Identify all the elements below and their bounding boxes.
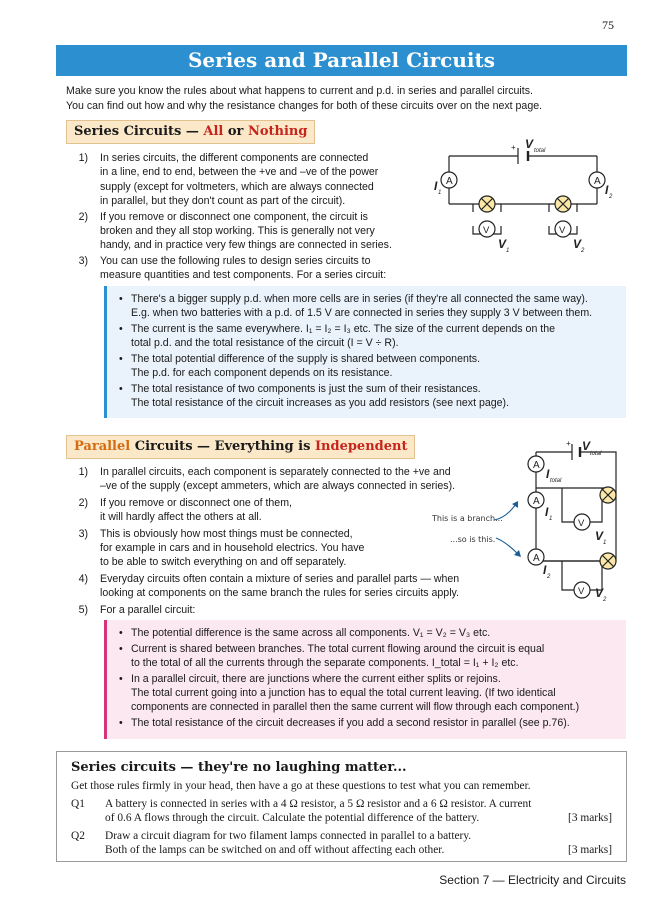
page-number: 75 — [602, 18, 614, 32]
plus-sign: + — [566, 440, 571, 448]
series-points — [66, 151, 426, 283]
voltmeter-label: V — [578, 518, 585, 529]
list-item: 5) For a parallel circuit: — [78, 603, 196, 616]
list-item: • Current is shared between branches. The total current flowing around the circuit is equal to the total of all the currents through the separate components. I_total = I₁ + I₂ etc. — [119, 642, 616, 670]
v1-label: V — [498, 237, 507, 251]
question-2: Q2 Draw a circuit diagram for two filament lamps connected in parallel to a battery. Both of the lamps can be switched on and off without affecting each other. [3 marks] — [71, 830, 612, 856]
list-item: • The total potential difference of the supply is shared between components. The p.d. for each component depends on its resistance. — [119, 352, 616, 380]
v-total-sub: total — [534, 148, 546, 154]
intro-line: Make sure you know the rules about what happens to current and p.d. in series and parallel circuits. — [66, 85, 533, 97]
series-rules-box — [104, 286, 626, 418]
parallel-heading — [66, 435, 415, 459]
list-item: 4) Everyday circuits often contain a mixture of series and parallel parts — when looking at components on the same branch the rules for series circuits apply. — [78, 572, 460, 600]
lamp-2-icon — [555, 196, 571, 212]
heading-part: Circuits — Everything is — [130, 439, 315, 454]
list-item: • There's a bigger supply p.d. when more cells are in series (if they're all connected the same way). E.g. when two batteries with a p.d. of 1.5 V are connected in series they supply 3 V between them. — [119, 292, 616, 320]
sub: 2 — [603, 597, 607, 602]
sub: 2 — [547, 574, 551, 580]
v-total-label: V — [582, 440, 591, 453]
parallel-circuit-diagram — [508, 440, 628, 602]
list-item: • The total resistance of the circuit decreases if you add a second resistor in parallel (see p.76). — [119, 716, 616, 730]
ammeter-label: A — [594, 176, 601, 187]
footer: Section 7 — Electricity and Circuits — [439, 873, 626, 887]
lamp-1-icon — [600, 487, 616, 503]
list-item: • The potential difference is the same across all components. V₁ = V₂ = V₃ etc. — [119, 626, 616, 640]
parallel-rules-box — [104, 620, 626, 739]
plus-sign: + — [511, 143, 516, 152]
series-heading — [66, 120, 315, 144]
series-circuit-diagram — [425, 134, 625, 264]
v-total-label: V — [525, 137, 534, 151]
branch-note-2: ...so is this. — [450, 535, 496, 544]
intro-text — [66, 84, 626, 114]
lamp-1-icon — [479, 196, 495, 212]
sub: total — [550, 478, 562, 484]
i2-label: I — [605, 183, 609, 197]
voltmeter-label: V — [578, 586, 585, 597]
questions-box — [56, 751, 627, 862]
v2-label: V — [595, 586, 604, 600]
sub: 1 — [603, 540, 607, 546]
questions-title: Series circuits — they're no laughing matter... — [71, 760, 407, 775]
i2-label: I — [543, 563, 547, 577]
list-item: 1) In parallel circuits, each component is separately connected to the +ve and –ve of the supply (except ammeters, which are always connected in series). — [78, 466, 456, 493]
sub: 1 — [506, 248, 510, 254]
heading-part: or — [223, 124, 248, 139]
voltmeter-label: V — [559, 225, 566, 236]
heading-part: Nothing — [247, 124, 308, 139]
questions-intro: Get those rules firmly in your head, then have a go at these questions to test what you can remember. — [71, 780, 531, 792]
ammeter-label: A — [446, 176, 453, 187]
sub: 1 — [438, 190, 442, 196]
heading-part: All — [203, 124, 224, 139]
heading-part: Independent — [314, 439, 408, 454]
heading-part: Parallel — [74, 439, 131, 454]
list-item: 1) In series circuits, the different components are connected in a line, end to end, between the +ve and –ve of the power supply (except for voltmeters, which are always connected in parallel, but they don't count as part of the circuit). — [78, 152, 379, 208]
ammeter-label: A — [533, 553, 540, 564]
v1-label: V — [595, 529, 604, 543]
v-total-sub: total — [590, 451, 602, 457]
i1-label: I — [545, 505, 549, 519]
parallel-points — [66, 465, 506, 617]
sub: 2 — [609, 194, 613, 200]
itotal-label: I — [546, 467, 550, 481]
lamp-2-icon — [600, 553, 616, 569]
v2-label: V — [573, 237, 582, 251]
ammeter-label: A — [533, 496, 540, 507]
list-item: • In a parallel circuit, there are junctions where the current either splits or rejoins. The total current going into a junction has to equal the total current leaving. (If two identical components are connected in parallel then the same current will flow through each component.) — [119, 672, 616, 715]
ammeter-label: A — [533, 460, 540, 471]
voltmeter-label: V — [483, 225, 490, 236]
list-item: • The current is the same everywhere. I₁ = I₂ = I₃ etc. The size of the current depends on the total p.d. and the total resistance of the circuit (I = V ÷ R). — [119, 322, 616, 350]
intro-line: You can find out how and why the resistance changes for both of these circuits over on the next page. — [66, 100, 543, 112]
list-item: • The total resistance of two components is just the sum of their resistances. The total resistance of the circuit increases as you add resistors (see next page). — [119, 382, 616, 410]
question-1: Q1 A battery is connected in series with a 4 Ω resistor, a 5 Ω resistor and a 6 Ω resistor. A current of 0.6 A flows through the circuit. Calculate the potential difference of the battery. [3 marks] — [71, 798, 612, 824]
list-item: 3) You can use the following rules to design series circuits to measure quantities and test components. For a series circuit: — [78, 254, 387, 282]
branch-note: This is a branch... — [432, 514, 503, 523]
list-item: 2) If you remove or disconnect one of them, it will hardly affect the others at all. — [78, 496, 292, 524]
list-item: 3) This is obviously how most things must be connected, for example in cars and in household electrics. You have to be able to switch everything on and off separately. — [78, 527, 365, 569]
i1-label: I — [434, 179, 438, 193]
heading-part: Series Circuits — — [74, 124, 204, 139]
list-item: 2) If you remove or disconnect one component, the circuit is broken and they all stop working. This is generally not very handy, and in practice very few things are connected in series. — [78, 210, 392, 252]
sub: 2 — [581, 248, 585, 254]
sub: 1 — [549, 516, 553, 522]
page-title: Series and Parallel Circuits — [56, 45, 627, 76]
